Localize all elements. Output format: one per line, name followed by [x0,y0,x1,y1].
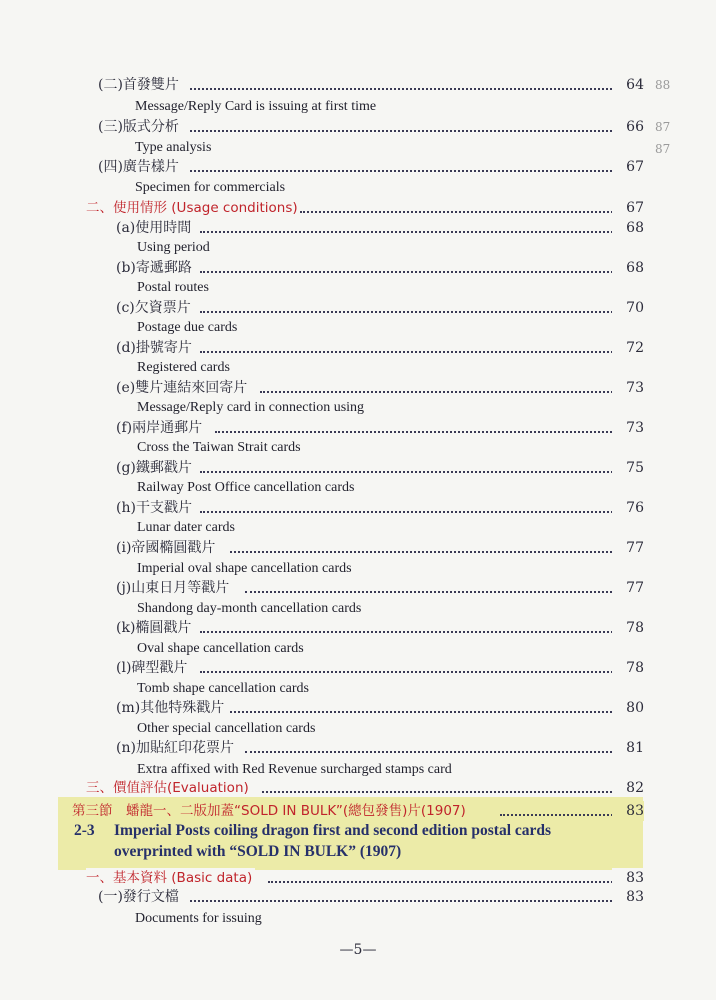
dot-leader [262,791,620,793]
toc-entry [0,117,716,137]
toc-entry-label: (g)鐵郵戳片 [116,458,195,478]
toc-entry-page: 66 [612,117,644,137]
toc-entry-english: Using period [137,240,210,255]
toc-section-heading [0,868,716,888]
toc-entry-page: 68 [612,258,644,278]
toc-entry-english: Message/Reply Card is issuing at first time [135,99,377,114]
toc-entry-english: Postage due cards [137,320,238,335]
toc-entry-english: Shandong day-month cancellation cards [137,601,362,616]
toc-entry-page: 64 [612,75,644,95]
toc-entry [0,458,716,478]
toc-entry [0,157,716,177]
chapter-english-line2: overprinted with “SOLD IN BULK” (1907) [114,843,402,860]
toc-entry-english: Specimen for commercials [135,180,286,195]
bleed-through-mark: 88 [655,78,671,92]
toc-entry-english: Registered cards [137,360,230,375]
dot-leader [200,311,620,313]
toc-entry-english: Cross the Taiwan Strait cards [137,440,301,455]
toc-entry-english: Imperial oval shape cancellation cards [137,561,352,576]
toc-entry-label: (一)發行文檔 [98,887,182,907]
toc-entry-english: Railway Post Office cancellation cards [137,480,355,495]
dot-leader [200,271,620,273]
toc-entry-page: 70 [612,298,644,318]
toc-entry-english: Lunar dater cards [137,520,235,535]
toc-chapter-page: 83 [612,801,644,821]
toc-entry-page: 77 [612,578,644,598]
dot-leader [190,170,620,172]
toc-entry-page: 77 [612,538,644,558]
toc-entry-page: 82 [612,778,644,798]
toc-entry-english: Other special cancellation cards [137,721,316,736]
toc-entry-english: Type analysis [135,140,212,155]
toc-section-heading [0,778,716,798]
toc-entry-page: 73 [612,418,644,438]
dot-leader [200,231,620,233]
toc-entry [0,538,716,558]
toc-entry-page: 83 [612,868,644,888]
page-number: —5— [339,942,377,958]
toc-entry-label: (k)橢圓戳片 [116,618,194,638]
dot-leader [200,671,620,673]
toc-entry-label: (e)雙片連結來回寄片 [116,378,250,398]
toc-entry [0,578,716,598]
toc-entry-page: 78 [612,618,644,638]
toc-entry [0,498,716,518]
dot-leader [245,591,620,593]
toc-entry-label: 三、價值評估(Evaluation) [86,778,252,798]
toc-entry-page: 83 [612,887,644,907]
toc-entry [0,418,716,438]
toc-entry-page: 67 [612,157,644,177]
toc-entry [0,698,716,718]
toc-entry-label: (d)掛號寄片 [116,338,195,358]
toc-entry-label: (n)加貼紅印花票片 [116,738,237,758]
toc-entry-page: 76 [612,498,644,518]
toc-entry-label: (j)山東日月等戳片 [116,578,232,598]
toc-entry-english: Tomb shape cancellation cards [137,681,310,696]
dot-leader [190,900,620,902]
toc-entry [0,887,716,907]
toc-entry [0,378,716,398]
toc-entry [0,618,716,638]
toc-entry-english: Oval shape cancellation cards [137,641,304,656]
chapter-english-line1: Imperial Posts coiling dragon first and second edition postal cards [114,822,552,839]
dot-leader [200,631,620,633]
toc-entry [0,658,716,678]
toc-entry-page: 78 [612,658,644,678]
toc-entry-label: (l)碑型戳片 [116,658,190,678]
toc-entry-label: (f)兩岸通郵片 [116,418,205,438]
dot-leader [230,711,620,713]
toc-entry-page: 72 [612,338,644,358]
dot-leader [268,881,620,883]
dot-leader [190,88,620,90]
toc-entry-label: (四)廣告樣片 [98,157,182,177]
toc-entry [0,298,716,318]
toc-entry-label: (i)帝國橢圓戳片 [116,538,218,558]
dot-leader [260,391,620,393]
toc-entry [0,218,716,238]
dot-leader [215,431,620,433]
toc-entry-label: (c)欠資票片 [116,298,194,318]
toc-entry [0,338,716,358]
toc-entry [0,258,716,278]
toc-chapter-heading [0,801,716,821]
toc-entry-label: (三)版式分析 [98,117,182,137]
toc-entry-label: (h)干支戳片 [116,498,195,518]
toc-entry-english: Extra affixed with Red Revenue surcharged stamps card [137,762,452,777]
toc-chapter-label: 第三節 蟠龍一、二版加蓋“SOLD IN BULK”(總包發售)片(1907) [72,801,469,821]
dot-leader [200,471,620,473]
toc-section-heading [0,198,716,218]
chapter-number: 2-3 [74,822,95,839]
toc-entry-label: 二、使用情形 (Usage conditions) [86,198,301,218]
toc-entry-page: 68 [612,218,644,238]
toc-entry-page: 67 [612,198,644,218]
toc-entry-label: (二)首發雙片 [98,75,182,95]
toc-entry-page: 81 [612,738,644,758]
dot-leader [190,130,620,132]
toc-entry-english: Postal routes [137,280,209,295]
dot-leader [245,751,620,753]
dot-leader [200,351,620,353]
toc-entry-label: (a)使用時間 [116,218,194,238]
dot-leader [230,551,620,553]
toc-entry-label: 一、基本資料 (Basic data) [86,868,255,888]
toc-entry [0,738,716,758]
toc-entry [0,75,716,95]
dot-leader [300,211,620,213]
toc-entry-english: Message/Reply card in connection using [137,400,365,415]
toc-entry-english: Documents for issuing [135,911,262,926]
bleed-through-mark: 87 [655,142,671,156]
toc-entry-page: 80 [612,698,644,718]
dot-leader [500,814,620,816]
toc-entry-label: (m)其他特殊戳片 [116,698,227,718]
bleed-through-mark: 87 [655,120,671,134]
toc-entry-page: 73 [612,378,644,398]
toc-entry-page: 75 [612,458,644,478]
dot-leader [200,511,620,513]
toc-entry-label: (b)寄遞郵路 [116,258,195,278]
chapter-highlight-band [58,797,643,870]
